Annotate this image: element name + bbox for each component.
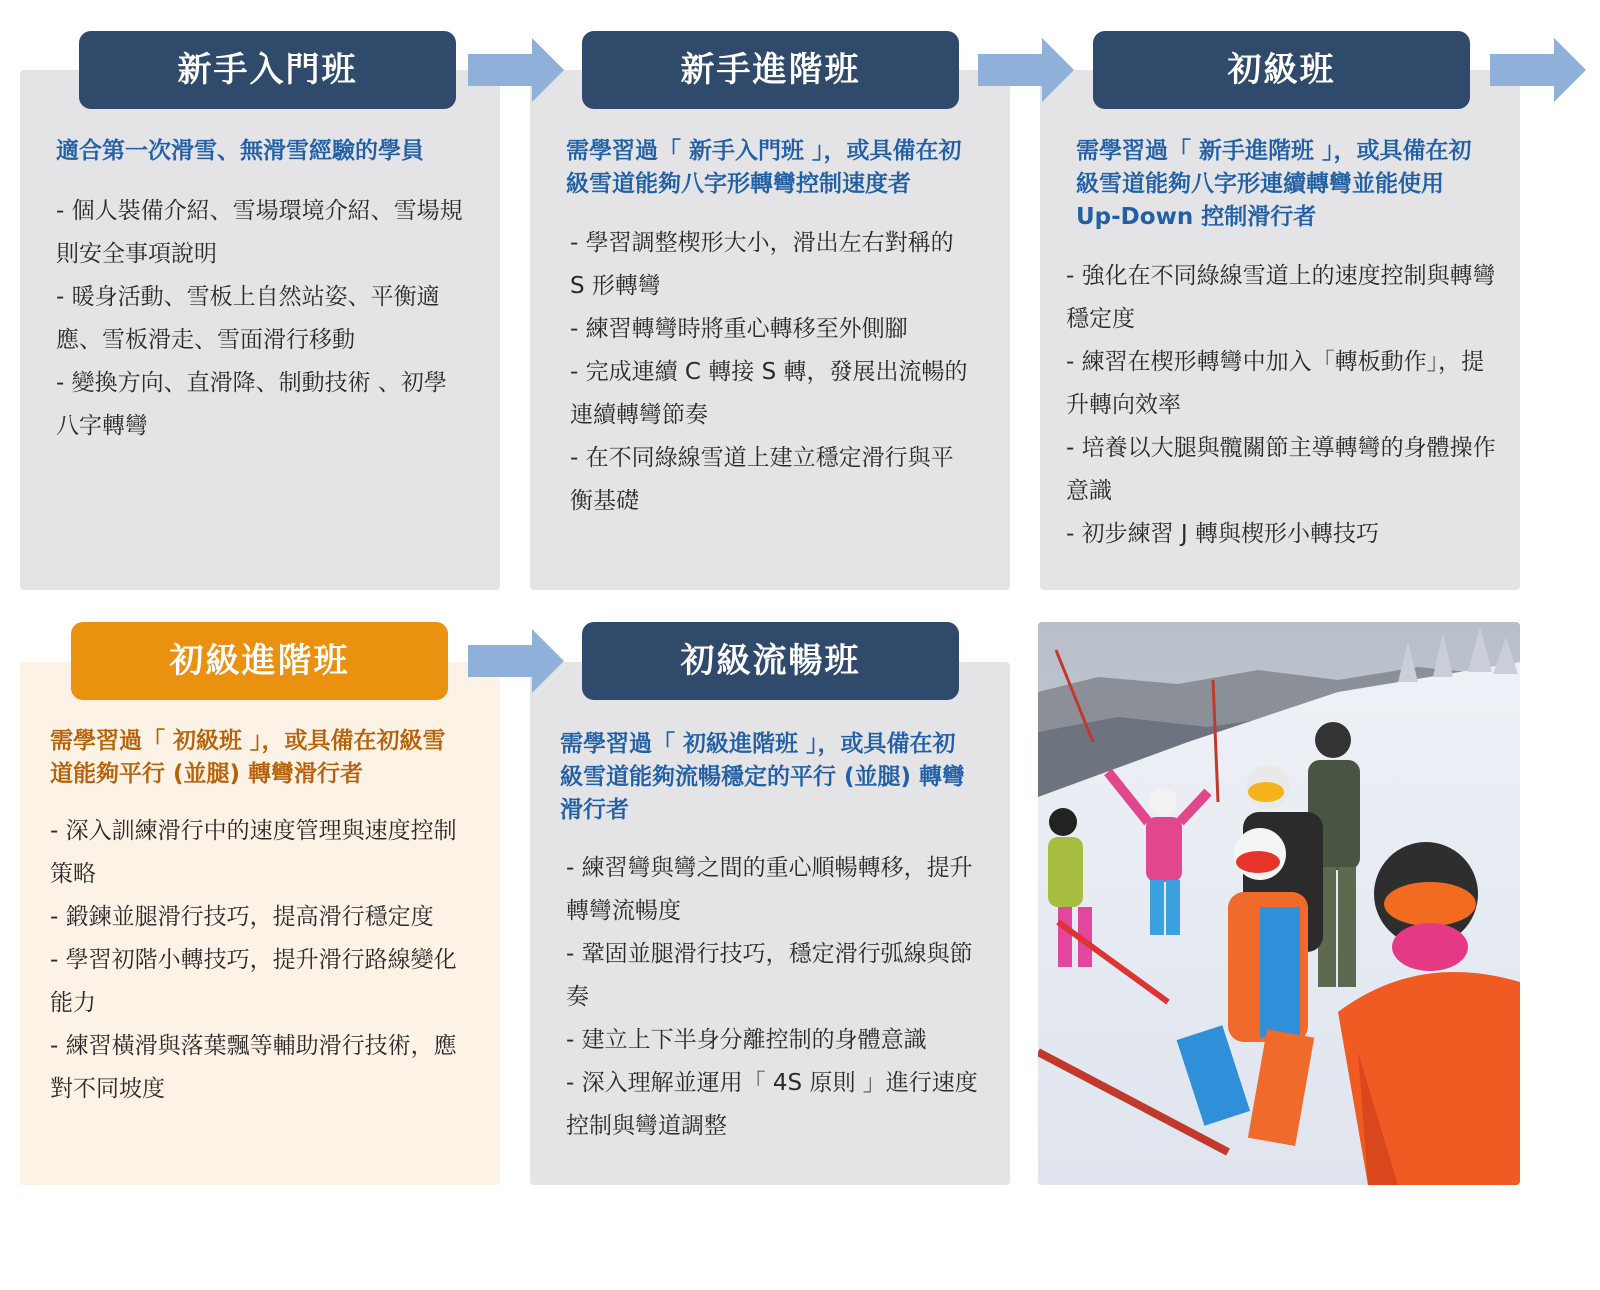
list-item: - 學習調整楔形大小，滑出左右對稱的 S 形轉彎 bbox=[570, 230, 954, 299]
list-item: - 練習彎與彎之間的重心順暢轉移，提升轉彎流暢度 bbox=[566, 855, 973, 924]
list-item: - 初步練習 J 轉與楔形小轉技巧 bbox=[1066, 521, 1380, 547]
course-requirement-5: 需學習過「 初級進階班 」，或具備在初級雪道能夠流暢穩定的平行 (並腿) 轉彎滑行者 bbox=[560, 731, 966, 823]
course-title-5: 初級流暢班 bbox=[582, 622, 959, 700]
arrow-right-icon bbox=[1490, 38, 1586, 102]
group-of-skiers-photo bbox=[1038, 622, 1520, 1185]
arrow-right-icon bbox=[468, 38, 564, 102]
course-title-3: 初級班 bbox=[1093, 31, 1470, 109]
list-item: - 練習轉彎時將重心轉移至外側腳 bbox=[570, 316, 908, 342]
course-content-list-4 bbox=[50, 810, 475, 1111]
course-title-4: 初級進階班 bbox=[71, 622, 448, 700]
list-item: - 在不同綠線雪道上建立穩定滑行與平衡基礎 bbox=[570, 445, 954, 514]
course-content-list-3 bbox=[1066, 255, 1496, 556]
list-item: - 暖身活動、雪板上自然站姿、平衡適應、雪板滑走、雪面滑行移動 bbox=[56, 284, 440, 353]
course-content-list-1 bbox=[56, 190, 466, 448]
course-content-list-5 bbox=[566, 847, 981, 1148]
list-item: - 完成連續 C 轉接 S 轉，發展出流暢的連續轉彎節奏 bbox=[570, 359, 968, 428]
list-item: - 培養以大腿與髖關節主導轉彎的身體操作意識 bbox=[1066, 435, 1496, 504]
list-item: - 強化在不同綠線雪道上的速度控制與轉彎穩定度 bbox=[1066, 263, 1496, 332]
list-item: - 鞏固並腿滑行技巧，穩定滑行弧線與節奏 bbox=[566, 941, 973, 1010]
course-requirement-2: 需學習過「 新手入門班 」，或具備在初級雪道能夠八字形轉彎控制速度者 bbox=[566, 138, 962, 197]
list-item: - 學習初階小轉技巧，提升滑行路線變化能力 bbox=[50, 947, 457, 1016]
course-requirement-1: 適合第一次滑雪、無滑雪經驗的學員 bbox=[56, 138, 424, 164]
course-requirement-3: 需學習過「 新手進階班 」，或具備在初級雪道能夠八字形連續轉彎並能使用 Up-Down 控制滑行者 bbox=[1076, 138, 1472, 230]
arrow-right-icon bbox=[978, 38, 1074, 102]
course-title-1: 新手入門班 bbox=[79, 31, 456, 109]
course-requirement-4: 需學習過「 初級班 」，或具備在初級雪道能夠平行 (並腿) 轉彎滑行者 bbox=[50, 728, 446, 787]
list-item: - 個人裝備介紹、雪場環境介紹、雪場規則安全事項說明 bbox=[56, 198, 463, 267]
list-item: - 深入理解並運用「 4S 原則 」進行速度控制與彎道調整 bbox=[566, 1070, 978, 1139]
arrow-right-icon bbox=[468, 629, 564, 693]
list-item: - 建立上下半身分離控制的身體意識 bbox=[566, 1027, 927, 1053]
course-content-list-2 bbox=[570, 222, 970, 523]
course-title-2: 新手進階班 bbox=[582, 31, 959, 109]
list-item: - 變換方向、直滑降、制動技術 、初學八字轉彎 bbox=[56, 370, 447, 439]
list-item: - 練習在楔形轉彎中加入「轉板動作」，提升轉向效率 bbox=[1066, 349, 1485, 418]
list-item: - 練習橫滑與落葉飄等輔助滑行技術，應對不同坡度 bbox=[50, 1033, 457, 1102]
list-item: - 深入訓練滑行中的速度管理與速度控制策略 bbox=[50, 818, 457, 887]
list-item: - 鍛鍊並腿滑行技巧，提高滑行穩定度 bbox=[50, 904, 434, 930]
